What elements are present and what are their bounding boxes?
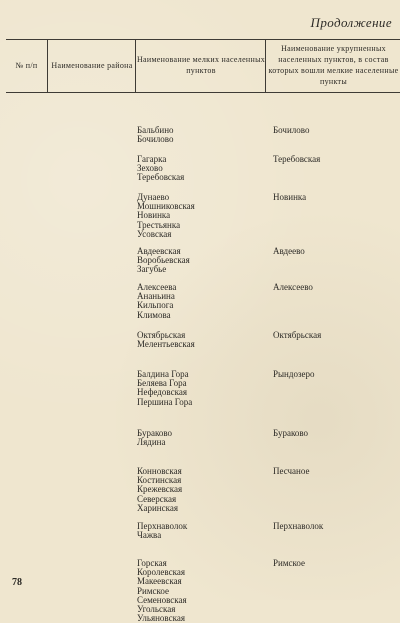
small-settlement: Бочилово: [137, 134, 174, 145]
small-settlement: Новинка: [137, 210, 171, 221]
consolidated-settlement: Авдеево: [273, 246, 305, 256]
small-settlements: [137, 155, 265, 183]
small-settlement: Мошниковская: [137, 201, 195, 212]
consolidated-settlement: Перхнаволок: [273, 521, 324, 531]
small-settlements: [137, 429, 265, 447]
small-settlement: Климова: [137, 309, 171, 320]
small-settlement: Лядина: [137, 437, 166, 448]
small-settlement: Конновская: [137, 466, 182, 476]
small-settlement: Балдина Гора: [137, 369, 189, 379]
small-settlement: Теребовская: [137, 172, 185, 183]
small-settlement: Воробьевская: [137, 255, 190, 266]
small-settlements: [137, 467, 265, 513]
small-settlement: Кильпога: [137, 300, 174, 311]
consolidated-settlement: Бочилово: [273, 125, 310, 135]
header-district: Наименование района: [47, 40, 136, 92]
header-small-settlements: Наименование мелких населенных пунктов: [135, 40, 266, 92]
small-settlement: Перхнаволок: [137, 521, 188, 531]
small-settlement: Нефедовская: [137, 387, 187, 398]
small-settlement: Харинская: [137, 502, 178, 513]
small-settlement: Бальбино: [137, 125, 174, 135]
small-settlement: Костинская: [137, 475, 182, 486]
consolidated-settlement: Песчаное: [273, 466, 310, 476]
small-settlements: [137, 283, 265, 320]
consolidated-settlement: Бураково: [273, 428, 309, 438]
small-settlement: Зехово: [137, 163, 163, 174]
header-consolidated-settlements: Наименование укрупненных населенных пунктов, в состав которых вошли мелкие населенные пункты: [265, 40, 400, 92]
small-settlement: Загубье: [137, 264, 167, 275]
small-settlement: Римское: [137, 585, 170, 596]
consolidated-settlement: Теребовская: [273, 154, 321, 164]
page-number: 78: [12, 577, 22, 588]
consolidated-settlement: Октябрьская: [273, 330, 322, 340]
small-settlement: Усовская: [137, 228, 172, 239]
consolidated-settlement: Новинка: [273, 192, 307, 202]
small-settlement: Горская: [137, 558, 167, 568]
small-settlement: Королевская: [137, 567, 185, 578]
small-settlement: Ульяновская: [137, 613, 185, 623]
small-settlement: Авдеевская: [137, 246, 181, 256]
header-number: № п/п: [15, 60, 38, 70]
small-settlements: [137, 522, 265, 540]
small-settlements: [137, 247, 265, 275]
small-settlements: [137, 126, 265, 144]
small-settlement: Гагарка: [137, 154, 167, 164]
small-settlement: Ананьина: [137, 291, 175, 302]
small-settlement: Макеевская: [137, 576, 182, 587]
small-settlement: Алексеева: [137, 282, 177, 292]
small-settlements: [137, 559, 265, 623]
small-settlement: Чажва: [137, 530, 162, 541]
consolidated-settlement: Алексеево: [273, 282, 313, 292]
consolidated-settlement: Рындозеро: [273, 369, 315, 379]
small-settlement: Трестьянка: [137, 219, 181, 230]
small-settlement: Мелентьевская: [137, 339, 195, 350]
small-settlement: Першина Гора: [137, 396, 193, 407]
small-settlement: Бураково: [137, 428, 173, 438]
small-settlements: [137, 193, 265, 239]
continued-label: Продолжение: [310, 15, 392, 30]
small-settlements: [137, 370, 265, 407]
small-settlement: Беляева Гора: [137, 378, 187, 389]
small-settlement: Октябрьская: [137, 330, 186, 340]
small-settlement: Северская: [137, 493, 177, 504]
small-settlements: [137, 331, 265, 349]
small-settlement: Угольская: [137, 604, 176, 615]
small-settlement: Семеновская: [137, 594, 187, 605]
small-settlement: Крежевская: [137, 484, 183, 495]
small-settlement: Дунаево: [137, 192, 170, 202]
consolidated-settlement: Римское: [273, 558, 306, 568]
